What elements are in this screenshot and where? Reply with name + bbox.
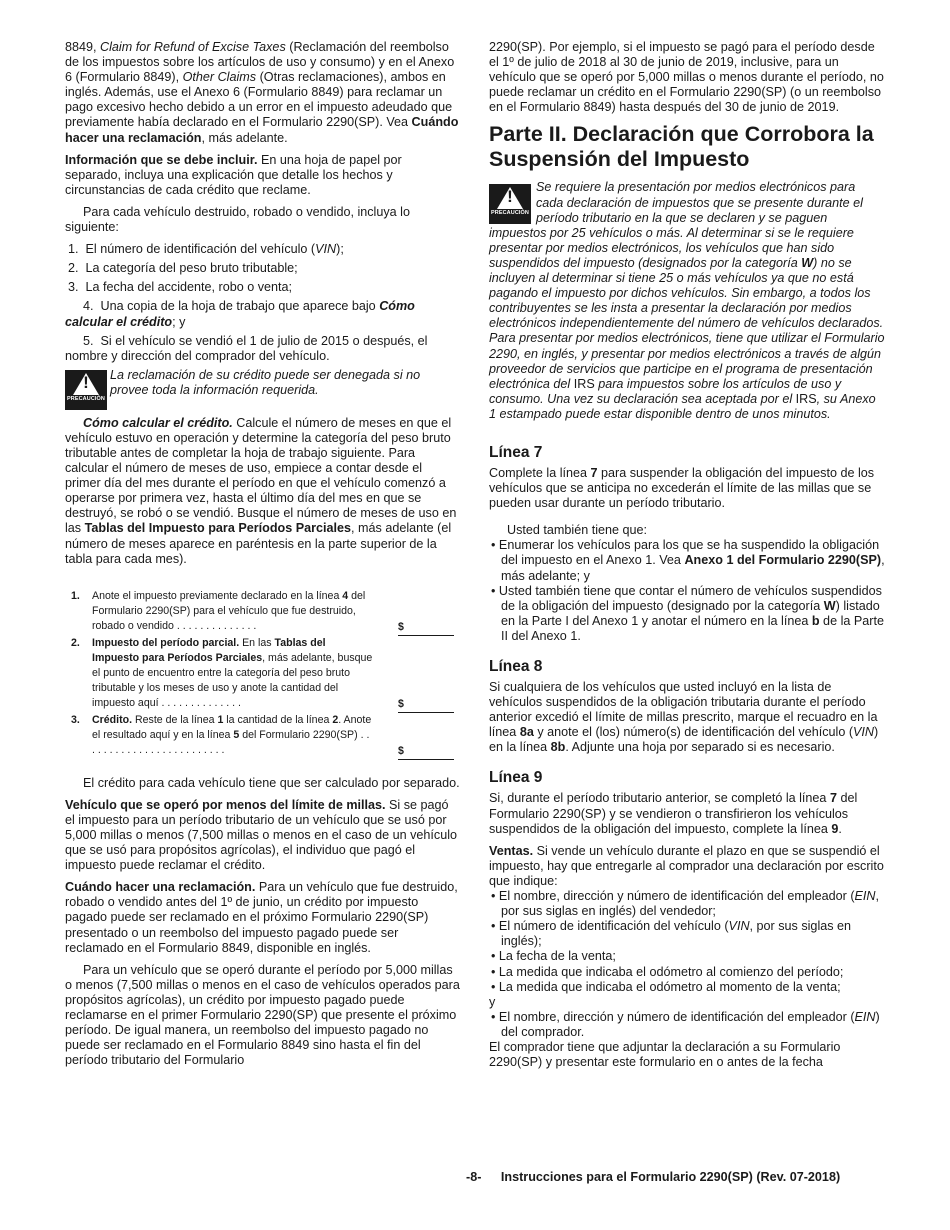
footer-title: Instrucciones para el Formulario 2290(SP) (Rev. 07-2018) [500,1170,841,1184]
list-conjunction: y [489,994,496,1009]
caution-note: ! PRECAUCIÓN La reclamación de su crédito puede ser denegada si no provee toda la información requerida. [65,368,460,410]
list-item: • La medida que indicaba el odómetro al momento de la venta; [491,979,841,994]
list-item: • Enumerar los vehículos para los que se ha suspendido la obligación del impuesto en el Anexo 1. Vea Anexo 1 del Formulario 2290(SP), más adelante; y [491,538,885,583]
list-item: 2. La categoría del peso bruto tributable; [68,261,298,276]
worksheet-amount-3[interactable]: $ [398,744,454,760]
paragraph-cuando: Cuándo hacer una reclamación. Para un vehículo que fue destruido, robado o vendido antes del 1º de junio, un crédito por impuesto pagado puede ser reclamado en el próximo Formulario 2290(SP) presentado o un reembolso del impuesto pagado puede ser reclamado en el Formulario 8849, disponible en inglés. [65,880,458,955]
caution-note-efile: ! PRECAUCIÓN Se requiere la presentación por medios electrónicos para cada declaración de impuestos que se presente durante el período tributario en la que se declaren y se paguen impuestos por 25 vehículos o más. Al determinar si se le requiere presentar por medios electrónicos, los vehículos que han sido suspendidos del impuesto (designados por la categoría W) no se incluyen al determinar si tiene 25 o más vehículos ya que no está pagando el impuesto por dichos vehículos. Sin embargo, a todos los contribuyentes se les insta a presentar la declaración por medios electrónicos independientemente del número de vehículos declarados. Para presentar por medios electrónicos, tiene que utilizar el Formulario 2290, en inglés, y presentar por medios electrónicos a través de algún proveedor de servicios que participe en el programa de presentación electrónica del IRS para impuestos sobre los artículos de uso y consumo. Una vez su declaración sea aceptada por el IRS, su Anexo 1 estampado puede estar disponible dentro de unos minutos. [489,180,885,421]
list-item: 3. La fecha del accidente, robo o venta; [68,280,293,295]
list-item: 4. Una copia de la hoja de trabajo que aparece bajo Cómo calcular el crédito; y [65,299,415,329]
credit-worksheet [65,589,460,758]
list-item: • La fecha de la venta; [491,949,616,964]
list-item: 1. El número de identificación del vehículo (VIN); [68,242,344,257]
list-item: 5. Si el vehículo se vendió el 1 de julio de 2015 o después, el nombre y dirección del comprador del vehículo. [65,333,428,363]
paragraph-ejemplo: 2290(SP). Por ejemplo, si el impuesto se pagó para el período desde el 1º de julio de 2018 al 30 de junio de 2019, inclusive, para un vehículo que se operó por 5,000 millas o menos durante el período, no puede reclamar un crédito en el Formulario 2290(SP) (o un reembolso en el Formulario 8849) hasta después del 30 de junio de 2019. [489,40,884,115]
paragraph-linea-7: Complete la línea 7 para suspender la obligación del impuesto de los vehículos que se anticipa no excederán el límite de las millas que se pueden usar durante un período tributario. [489,465,875,511]
paragraph-credito: El crédito para cada vehículo tiene que ser calculado por separado. [83,775,460,790]
list-item: • El nombre, dirección y número de identificación del empleador (EIN) del comprador. [491,1009,880,1039]
page-footer [466,1170,840,1184]
list-item: • La medida que indicaba el odómetro al comienzo del período; [491,964,844,979]
paragraph-ventas: Ventas. Si vende un vehículo durante el plazo en que se suspendió el impuesto, hay que entregarle al comprador una declaración por escrito que indique: [489,843,884,888]
paragraph-linea-8: Si cualquiera de los vehículos que usted incluyó en la lista de vehículos suspendidos de la obligación tributaria durante el período anterior excedió el límite de millas prescrito, marque el recuadro en la línea 8a y anote el (los) número(s) de identificación del vehículo (VIN) en la línea 8b. Adjunte una hoja por separado si es necesario. [489,680,879,755]
paragraph-para: Para un vehículo que se operó durante el período por 5,000 millas o menos (7,500 millas o menos en el caso de vehículos operados para propósitos agrícolas), un crédito por impuesto pagado puede reclamarse en el primer Formulario 2290(SP) que presente el próximo período. De igual manera, un reembolso del impuesto pagado no puede ser reclamado en el Formulario 8849 sino hasta el fin del período tributario del Formulario [65,962,460,1068]
heading-linea-8: Línea 8 [489,658,543,675]
heading-parte-ii: Parte II. Declaración que Corrobora la Suspensión del Impuesto [489,122,874,172]
paragraph-como: Cómo calcular el crédito. Calcule el número de meses en que el vehículo estuvo en operación y determine la categoría del peso bruto tributable antes de completar la hoja de trabajo siguiente. Para calcular el número de meses de uso, empiece a contar desde el primer día del mes durante el período en que el vehículo comenzó a operarse por primera vez, hasta el último día del mes en que se destruyó, se robó o se vendió. Busque el número de meses de uso en las Tablas del Impuesto para Períodos Parciales, más adelante (el número de meses aparece en paréntesis en la parte superior de la tabla para cada mes). [65,415,457,566]
worksheet-line-1: 1. Anote el impuesto previamente declarado en la línea 4 del Formulario 2290(SP) para el vehículo que fue destruido, robado o vendido . . . . . . . . . . . . . . $ [65,589,374,634]
paragraph-cada: Para cada vehículo destruido, robado o vendido, incluya lo siguiente: [65,204,410,235]
worksheet-line-3: 3. Crédito. Reste de la línea 1 la cantidad de la línea 2. Anote el resultado aquí y en la línea 5 del Formulario 2290(SP) . . . . . . . . . . . . . . . . . . . . . . . . . $ [65,713,374,758]
paragraph-menos: Vehículo que se operó por menos del límite de millas. Si se pagó el impuesto para un período tributario de un vehículo que se usó por 5,000 millas o menos (7,500 millas o menos en el caso de un vehículo que se usó para propósitos agrícolas), el individuo que pagó el impuesto puede reclamar el crédito. [65,797,458,873]
heading-linea-9: Línea 9 [489,769,543,787]
left-column [65,40,460,1075]
worksheet-amount-2[interactable]: $ [398,697,454,713]
list-item: • El nombre, dirección y número de identificación del empleador (EIN, por sus siglas en inglés) del vendedor; [491,889,880,919]
paragraph-info: Información que se debe incluir. En una hoja de papel por separado, incluya una explicación que detalle los hechos y circunstancias de cada crédito que reclame. [65,152,402,197]
list-item: • Usted también tiene que contar el número de vehículos suspendidos de la obligación del impuesto (designado por la categoría W) listado en la Parte I del Anexo 1 y anotar el número en la línea b de la Parte II del Anexo 1. [491,583,884,643]
worksheet-line-2: 2. Impuesto del período parcial. En las Tablas del Impuesto para Períodos Parciales, más adelante, busque el punto de encuentro entre la categoría del peso bruto tributable y los meses de uso y anote la cantidad del impuesto aquí . . . . . . . . . . . . . . $ [65,636,374,711]
paragraph-intro: 8849, Claim for Refund of Excise Taxes (Reclamación del reembolso de los impuestos sobre los artículos de uso y consumo) y en el Anexo 6 (Formulario 8849), Other Claims (Otras reclamaciones), ambos en inglés. Además, use el Anexo 6 (Formulario 8849) para reclamar un pago excesivo hecho debido a un error en el impuesto adeudado que previamente había declarado en el Formulario 2290(SP). Vea Cuándo hacer una reclamación, más adelante. [65,40,459,145]
caution-icon: ! PRECAUCIÓN [489,184,531,224]
paragraph-linea-9: Si, durante el período tributario anterior, se completó la línea 7 del Formulario 2290(SP) y se vendieron o transfirieron los vehículos suspendidos de la obligación del impuesto, complete la línea 9. [489,791,858,836]
paragraph-tambien: Usted también tiene que: [507,523,648,538]
paragraph-final: El comprador tiene que adjuntar la declaración a su Formulario 2290(SP) y presentar este formulario en o antes de la fecha [489,1039,841,1070]
list-item: • El número de identificación del vehículo (VIN, por sus siglas en inglés); [491,919,852,949]
right-column [489,40,885,1070]
worksheet-amount-1[interactable]: $ [398,620,454,636]
page-number: -8- [466,1170,482,1184]
heading-linea-7: Línea 7 [489,443,543,461]
caution-icon: ! PRECAUCIÓN [65,370,107,410]
